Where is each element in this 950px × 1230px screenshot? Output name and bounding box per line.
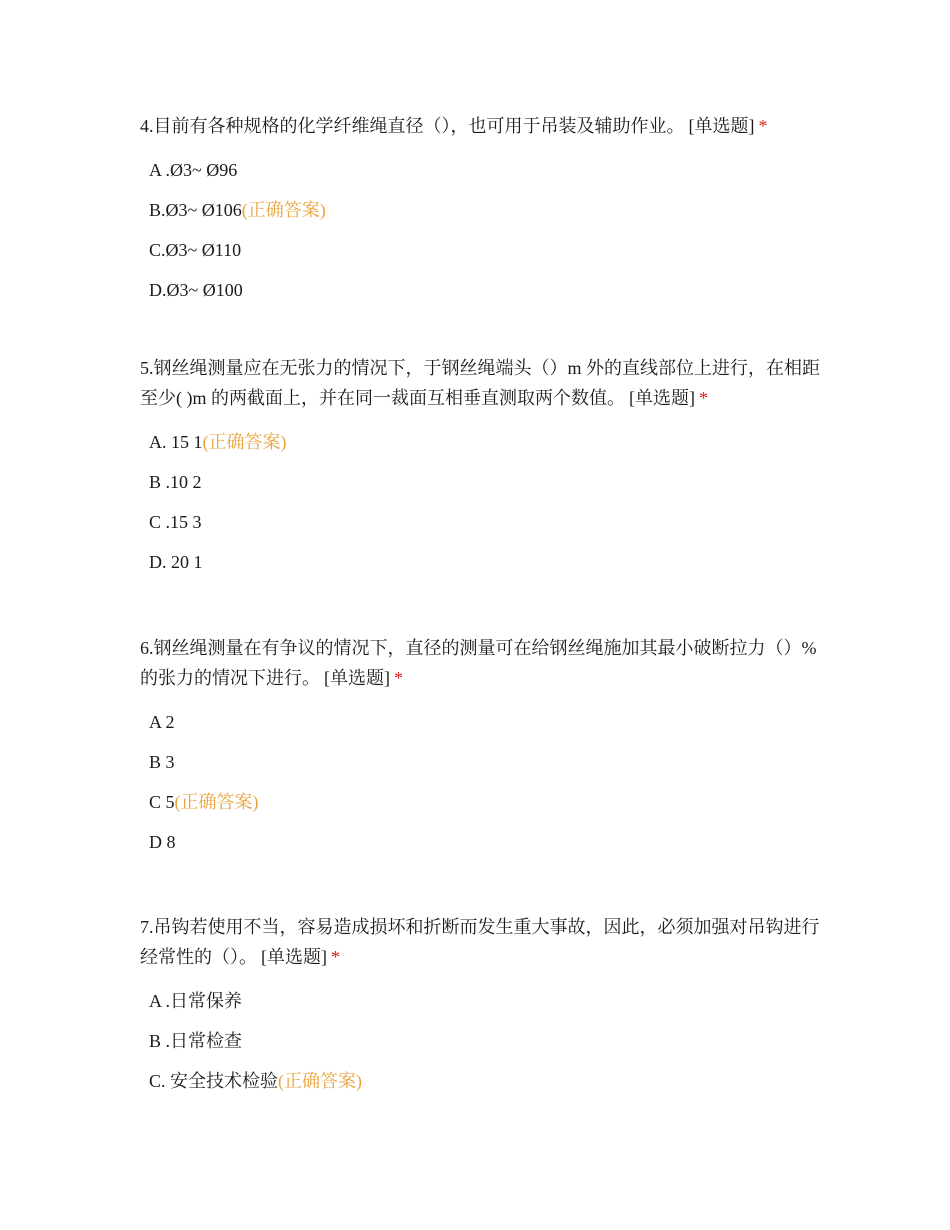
option-label: C .15 3 xyxy=(149,512,202,532)
question-text: 7.吊钩若使用不当，容易造成损坏和折断而发生重大事故，因此，必须加强对吊钩进行经常性的（）。 xyxy=(140,917,820,967)
option-label: D. 20 1 xyxy=(149,552,203,572)
option-d[interactable] xyxy=(140,827,820,867)
option-a[interactable] xyxy=(140,707,820,747)
option-label: C.Ø3~ Ø110 xyxy=(149,240,242,260)
option-b[interactable] xyxy=(140,195,820,235)
required-asterisk: * xyxy=(758,116,768,136)
option-a[interactable] xyxy=(140,155,820,195)
option-b[interactable] xyxy=(140,467,820,507)
option-label: B.Ø3~ Ø106 xyxy=(149,200,242,220)
option-a[interactable] xyxy=(140,986,820,1026)
option-label: A 2 xyxy=(149,712,175,732)
correct-answer-marker: (正确答案) xyxy=(241,200,326,220)
option-label: D 8 xyxy=(149,832,176,852)
correct-answer-marker: (正确答案) xyxy=(278,1071,363,1091)
option-list xyxy=(140,986,820,1106)
question-text: 5.钢丝绳测量应在无张力的情况下，于钢丝绳端头（）m 外的直线部位上进行，在相距至少( )m 的两截面上，并在同一裁面互相垂直测取两个数值。 xyxy=(140,358,820,408)
correct-answer-marker: (正确答案) xyxy=(202,432,287,452)
question-title xyxy=(140,353,820,413)
question-type-label: [单选题] xyxy=(629,388,695,408)
option-label: B .10 2 xyxy=(149,472,202,492)
option-label: C 5 xyxy=(149,792,175,812)
question-7 xyxy=(140,912,820,1106)
option-label: A. 15 1 xyxy=(149,432,203,452)
question-4 xyxy=(140,111,820,315)
question-type-label: [单选题] xyxy=(324,668,390,688)
option-d[interactable] xyxy=(140,547,820,587)
correct-answer-marker: (正确答案) xyxy=(174,792,259,812)
option-list xyxy=(140,707,820,867)
question-text: 4.目前有各种规格的化学纤维绳直径（），也可用于吊装及辅助作业。 xyxy=(140,116,685,136)
required-asterisk: * xyxy=(699,388,708,408)
question-text: 6.钢丝绳测量在有争议的情况下，直径的测量可在给钢丝绳施加其最小破断拉力（）%的张力的情况下进行。 xyxy=(140,638,817,688)
question-title xyxy=(140,111,820,141)
question-type-label: [单选题] xyxy=(261,947,327,967)
option-label: B 3 xyxy=(149,752,175,772)
option-label: A .日常保养 xyxy=(149,991,243,1011)
option-c[interactable] xyxy=(140,507,820,547)
required-asterisk: * xyxy=(394,668,403,688)
option-label: B .日常检查 xyxy=(149,1031,243,1051)
option-c[interactable] xyxy=(140,787,820,827)
question-title xyxy=(140,912,820,972)
option-label: D.Ø3~ Ø100 xyxy=(149,280,243,300)
option-b[interactable] xyxy=(140,1026,820,1066)
required-asterisk: * xyxy=(331,947,340,967)
question-type-label: [单选题] xyxy=(688,116,755,136)
option-list xyxy=(140,427,820,587)
option-label: A .Ø3~ Ø96 xyxy=(149,160,238,180)
question-title xyxy=(140,633,820,693)
option-b[interactable] xyxy=(140,747,820,787)
question-6 xyxy=(140,633,820,867)
question-5 xyxy=(140,353,820,587)
option-c[interactable] xyxy=(140,1066,820,1106)
option-d[interactable] xyxy=(140,275,820,315)
option-label: C. 安全技术检验 xyxy=(149,1071,279,1091)
option-c[interactable] xyxy=(140,235,820,275)
option-a[interactable] xyxy=(140,427,820,467)
option-list xyxy=(140,155,820,315)
